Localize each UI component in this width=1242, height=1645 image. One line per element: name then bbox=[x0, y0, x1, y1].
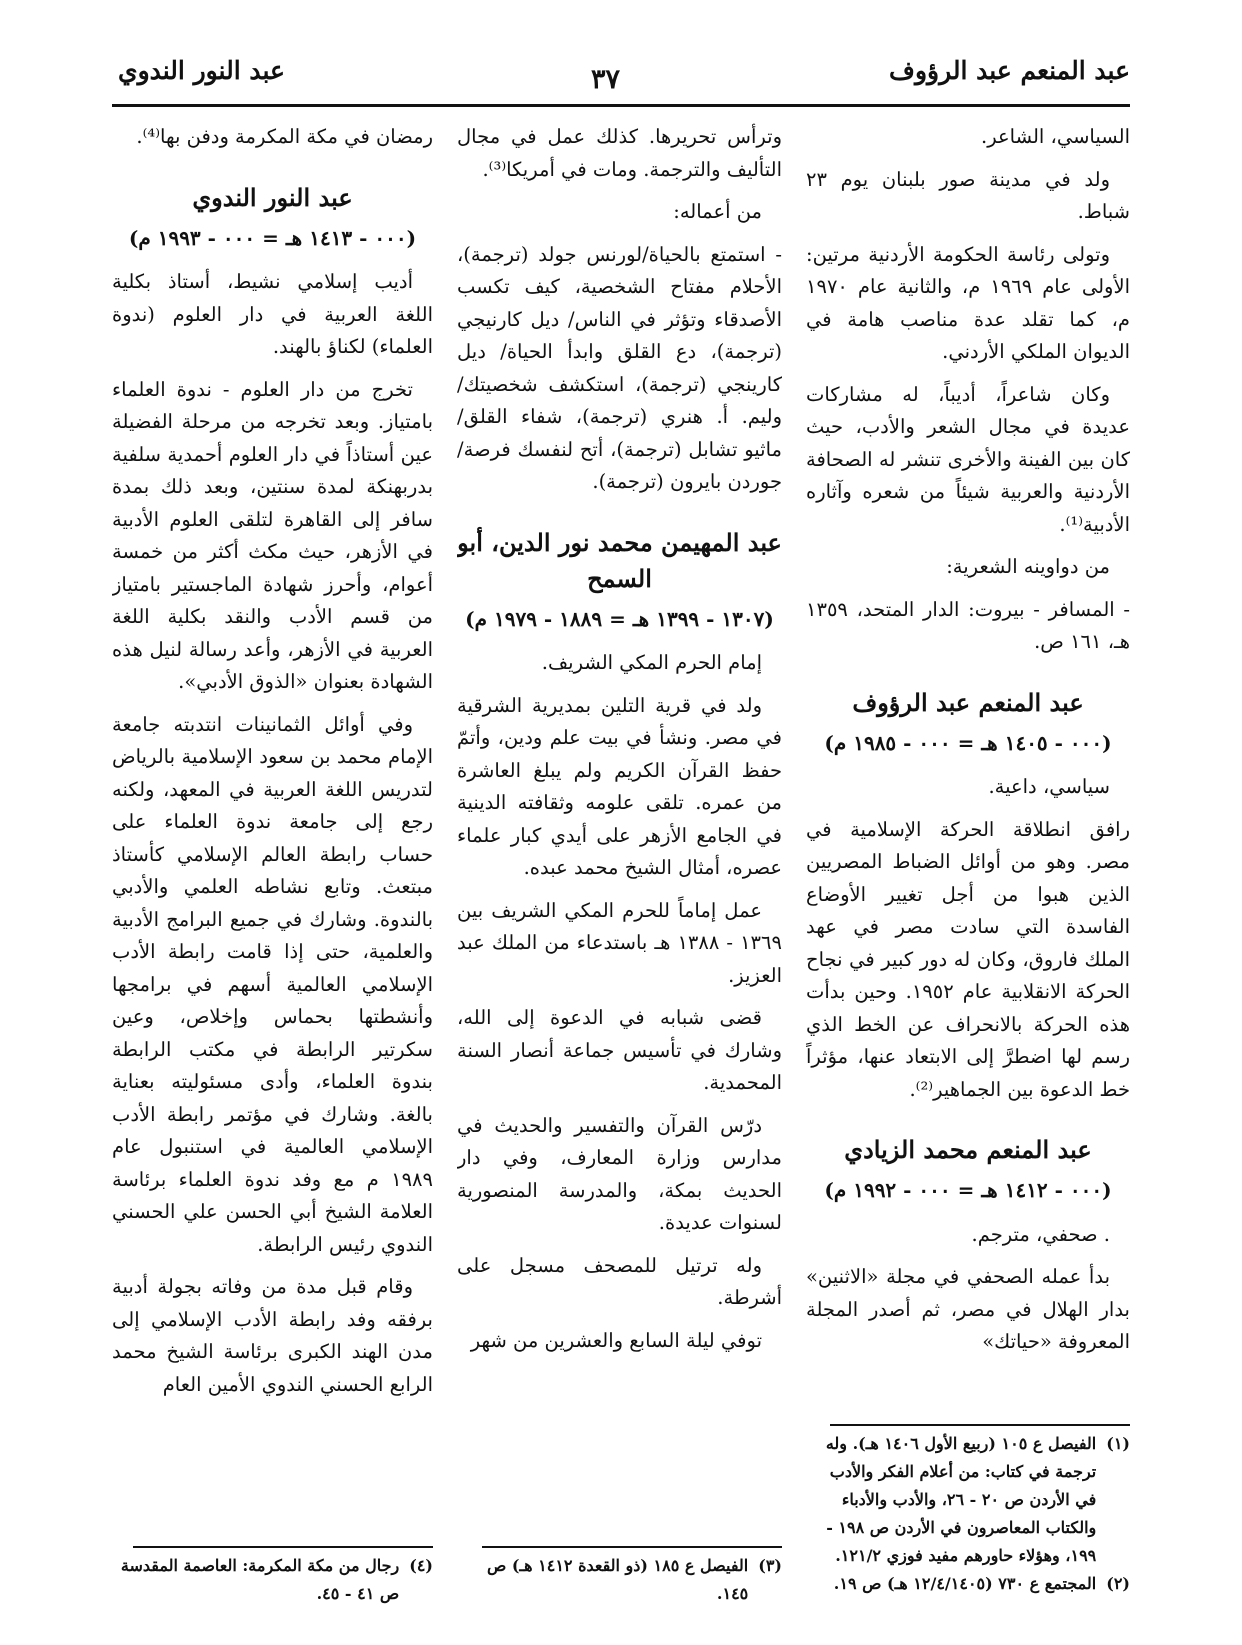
paragraph: ولد في مدينة صور بلبنان يوم ٢٣ شباط. bbox=[806, 167, 1130, 223]
footnote-rule bbox=[830, 1424, 1130, 1426]
paragraph: من دواوينه الشعرية: bbox=[946, 555, 1110, 578]
paragraph: وفي أوائل الثمانينات انتدبته جامعة الإمام محمد بن سعود الإسلامية بالرياض لتدريس اللغة العربية في المعهد، ولكنه رجع إلى جامعة ندوة العلماء على حساب رابطة العالم الإسلامي كأستاذ مبتعث. وتابع نشاطه العلمي والأدبي بالندوة. وشارك في جميع البرامج الأدبية والعلمية، حتى إذا قامت رابطة الأدب الإسلامي العالمية أسهم في برامجها وأنشطتها بحماس وإخلاص، وعين سكرتير الرابطة في مكتب الرابطة بندوة العلماء، وأدى مسئوليته بعناية بالغة. وشارك في مؤتمر رابطة الأدب الإسلامي العالمية في استنبول عام ١٩٨٩ م مع وفد ندوة العلماء برئاسة العلامة الشيخ أبي الحسن علي الحسني الندوي رئيس الرابطة. bbox=[112, 712, 433, 1256]
page-number: ٣٧ bbox=[591, 64, 621, 95]
footnote bbox=[112, 1552, 433, 1608]
footnote-number: (٤) bbox=[409, 1556, 433, 1575]
footnote-number: (١) bbox=[1106, 1434, 1130, 1453]
entry-title: عبد المهيمن محمد نور الدين، أبو السمح bbox=[457, 527, 782, 593]
footnote-number: (٢) bbox=[1106, 1574, 1130, 1593]
footnote-text: رجال من مكة المكرمة: العاصمة المقدسة ص ٤١ - ٤٥. bbox=[120, 1556, 400, 1603]
paragraph: وله ترتيل للمصحف مسجل على أشرطة. bbox=[457, 1253, 782, 1309]
paragraph: وكان شاعراً، أديباً، له مشاركات عديدة في مجال الشعر والأدب، حيث كان بين الفينة والأخرى تنشر له الصحافة الأردنية والعربية شيئاً من شعره وآثاره الأدبية⁽¹⁾. bbox=[806, 382, 1130, 536]
paragraph: بدأ عمله الصحفي في مجلة «الاثنين» بدار الهلال في مصر، ثم أصدر المجلة المعروفة «حياتك» bbox=[806, 1265, 1130, 1353]
footnote-rule bbox=[133, 1546, 433, 1548]
footnote-number: (٣) bbox=[758, 1556, 782, 1575]
paragraph: أديب إسلامي نشيط، أستاذ بكلية اللغة العربية في دار العلوم (ندوة العلماء) لكناؤ بالهند. bbox=[112, 270, 433, 358]
paragraph: تخرج من دار العلوم - ندوة العلماء بامتياز. وبعد تخرجه من مرحلة الفضيلة عين أستاذاً في دار العلوم أحمدية سلفية بدربهنكة لمدة سنتين، وبعد ذلك بمدة سافر إلى القاهرة لتلقى العلوم الأدبية في الأزهر، حيث مكث أكثر من خمسة أعوام، وأحرز شهادة الماجستير بامتياز من قسم الأدب والنقد بكلية اللغة العربية في الأزهر، وأعد رسالة لنيل هذه الشهادة بعنوان «الذوق الأدبي». bbox=[112, 377, 433, 693]
entry-dates: (٠٠٠ - ١٤١٢ هـ = ٠٠٠ - ١٩٩٢ م) bbox=[824, 1178, 1112, 1202]
header-rule bbox=[112, 104, 1130, 107]
running-header-right: عبد المنعم عبد الرؤوف bbox=[889, 56, 1130, 85]
footnotes-right bbox=[806, 1430, 1130, 1598]
running-header-left: عبد النور الندوي bbox=[118, 56, 285, 85]
paragraph: وتولى رئاسة الحكومة الأردنية مرتين: الأولى عام ١٩٦٩ م، والثانية عام ١٩٧٠ م، كما تقلد عدة مناصب هامة في الديوان الملكي الأردني. bbox=[806, 242, 1130, 363]
paragraph: سياسي، داعية. bbox=[988, 775, 1110, 798]
paragraph: من أعماله: bbox=[673, 200, 762, 223]
paragraph: توفي ليلة السابع والعشرين من شهر bbox=[470, 1328, 762, 1352]
footnote-rule bbox=[482, 1546, 782, 1548]
paragraph: إمام الحرم المكي الشريف. bbox=[541, 651, 762, 674]
column-middle bbox=[457, 121, 782, 1541]
paragraph: - المسافر - بيروت: الدار المتحد، ١٣٥٩ هـ، ١٦١ ص. bbox=[806, 597, 1130, 653]
paragraph: السياسي، الشاعر. bbox=[981, 125, 1130, 148]
paragraph: درّس القرآن والتفسير والحديث في مدارس وزارة المعارف، وفي دار الحديث بمكة، والمدرسة المنصورية لسنوات عديدة. bbox=[457, 1113, 782, 1234]
paragraph: رافق انطلاقة الحركة الإسلامية في مصر. وهو من أوائل الضباط المصريين الذين هبوا من أجل تغيير الأوضاع الفاسدة التي سادت مصر في عهد الملك فاروق، وكان له دور كبير في نجاح الحركة الانقلابية عام ١٩٥٢. وحين بدأت هذه الحركة بالانحراف عن الخط الذي رسم لها اضطرَّ إلى الابتعاد عنها، مؤثراً خط الدعوة بين الجماهير⁽²⁾. bbox=[806, 817, 1130, 1101]
paragraph: . صحفي، مترجم. bbox=[971, 1222, 1110, 1246]
footnote bbox=[806, 1570, 1130, 1598]
footnotes-left bbox=[112, 1552, 433, 1608]
paragraph: - استمتع بالحياة/لورنس جولد (ترجمة)، الأحلام مفتاح الشخصية، كيف تكسب الأصدقاء وتؤثر في الناس/ ديل كارنيجي (ترجمة)، دع القلق وابدأ الحياة/ ديل كارينجي (ترجمة)، استكشف شخصيتك/ وليم. أ. هنري (ترجمة)، شفاء القلق/ماثيو تشابل (ترجمة)، أتح لنفسك فرصة/ جوردن بايرون (ترجمة). bbox=[457, 242, 782, 493]
footnote bbox=[457, 1552, 782, 1608]
footnote-text: المجتمع ع ٧٣٠ (١٢/٤/١٤٠٥ هـ) ص ١٩. bbox=[833, 1574, 1097, 1593]
paragraph: وترأس تحريرها. كذلك عمل في مجال التأليف والترجمة. ومات في أمريكا⁽³⁾. bbox=[457, 125, 782, 181]
paragraph: عمل إماماً للحرم المكي الشريف بين ١٣٦٩ - ١٣٨٨ هـ باستدعاء من الملك عبد العزيز. bbox=[457, 898, 782, 987]
entry-dates: (٠٠٠ - ١٤١٣ هـ = ٠٠٠ - ١٩٩٣ م) bbox=[128, 225, 417, 250]
footnotes-middle bbox=[457, 1552, 782, 1608]
paragraph: رمضان في مكة المكرمة ودفن بها⁽⁴⁾. bbox=[136, 125, 433, 148]
paragraph: قضى شبابه في الدعوة إلى الله، وشارك في تأسيس جماعة أنصار السنة المحمدية. bbox=[457, 1006, 782, 1094]
paragraph: وقام قبل مدة من وفاته بجولة أدبية برفقه وفد رابطة الأدب الإسلامي إلى مدن الهند الكبرى برئاسة الشيخ محمد الرابع الحسني الندوي الأمين العام bbox=[112, 1275, 433, 1396]
entry-title: عبد النور الندوي bbox=[192, 182, 353, 212]
column-right bbox=[806, 121, 1130, 1541]
entry-title: عبد المنعم محمد الزيادي bbox=[844, 1135, 1092, 1164]
entry-dates: (٠٠٠ - ١٤٠٥ هـ = ٠٠٠ - ١٩٨٥ م) bbox=[824, 730, 1112, 755]
column-left bbox=[112, 121, 433, 1541]
entry-title: عبد المنعم عبد الرؤوف bbox=[852, 687, 1084, 717]
footnote bbox=[806, 1430, 1130, 1570]
paragraph: ولد في قرية التلين بمديرية الشرقية في مصر. ونشأ في بيت علم ودين، وأتمّ حفظ القرآن الكريم ولم يبلغ العاشرة من عمره. تلقى علومه وثقافته الدينية في الجامع الأزهر على أيدي كبار علماء عصره، أمثال الشيخ محمد عبده. bbox=[457, 693, 782, 879]
footnote-text: الفيصل ع ١٨٥ (ذو القعدة ١٤١٢ هـ) ص ١٤٥. bbox=[486, 1556, 749, 1603]
entry-dates: (١٣٠٧ - ١٣٩٩ هـ = ١٨٨٩ - ١٩٧٩ م) bbox=[465, 606, 774, 631]
footnote-text: الفيصل ع ١٠٥ (ربيع الأول ١٤٠٦ هـ). وله ترجمة في كتاب: من أعلام الفكر والأدب في الأردن ص ٢٠ - ٢٦، والأدب والأدباء والكتاب المعاصرون في الأردن ص ١٩٨ - ١٩٩، وهؤلاء حاورهم مفيد فوزي ١٢١/٢. bbox=[825, 1434, 1097, 1565]
